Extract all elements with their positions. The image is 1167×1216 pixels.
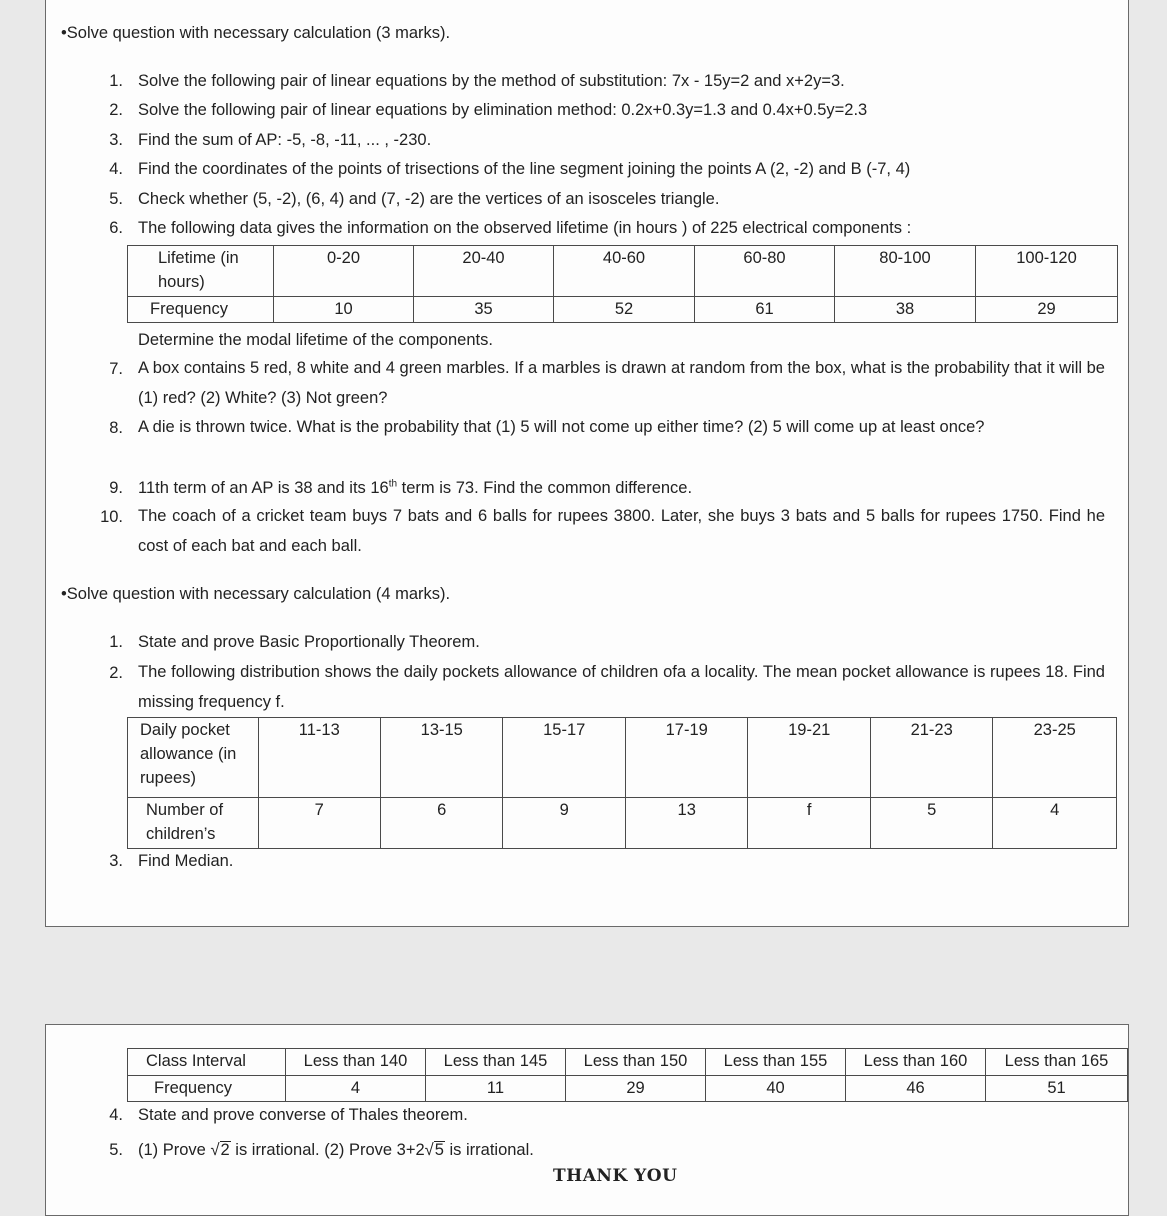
- sqrt-icon: √: [424, 1141, 434, 1159]
- question-number: 5.: [109, 1141, 123, 1159]
- worksheet-page-2: [45, 1024, 1129, 1216]
- count-cell: 4: [993, 798, 1117, 849]
- interval-cell: 17-19: [625, 718, 747, 798]
- question-number: 2.: [109, 664, 123, 682]
- count-cell: 13: [625, 798, 747, 849]
- interval-cell: 40-60: [554, 246, 695, 297]
- question-text: Check whether (5, -2), (6, 4) and (7, -2) are the vertices of an isosceles triangle.: [138, 190, 720, 208]
- lifetime-header-label: Lifetime (in hours): [128, 246, 274, 297]
- frequency-cell: 10: [274, 297, 414, 323]
- interval-cell: 15-17: [503, 718, 625, 798]
- q5-radicand-2: 5: [434, 1141, 444, 1159]
- question-text: The following data gives the information on the observed lifetime (in hours ) of 225 electrical components :: [138, 219, 912, 237]
- frequency-cell: 29: [566, 1076, 706, 1102]
- q9-text-before: 11th term of an AP is 38 and its 16: [138, 479, 389, 497]
- question-text: A box contains 5 red, 8 white and 4 green marbles. If a marbles is drawn at random from the box, what is the probability that it will be (1) red? (2) White? (3) Not green?: [138, 359, 1105, 407]
- frequency-label: Frequency: [128, 1076, 286, 1102]
- interval-cell: Less than 165: [986, 1049, 1128, 1076]
- interval-cell: 13-15: [381, 718, 503, 798]
- section-3-marks-heading: •Solve question with necessary calculation (3 marks).: [61, 24, 451, 42]
- children-count-label: Number of children’s: [128, 798, 259, 849]
- interval-cell: Less than 160: [846, 1049, 986, 1076]
- question-number: 4.: [109, 1106, 123, 1124]
- cumulative-frequency-table: [127, 1048, 1128, 1102]
- worksheet-page-1: [45, 0, 1129, 927]
- question-text: [138, 1140, 534, 1160]
- question-number: 7.: [109, 360, 123, 378]
- count-cell: 7: [258, 798, 380, 849]
- frequency-cell: 38: [835, 297, 976, 323]
- class-interval-label: Class Interval: [128, 1049, 286, 1076]
- question-number: 8.: [109, 419, 123, 437]
- interval-cell: 0-20: [274, 246, 414, 297]
- question-text: The following distribution shows the daily pockets allowance of children ofa a locality. The mean pocket allowance is rupees 18. Find missing frequency f.: [138, 663, 1105, 711]
- q5-part1-suffix: is irrational. (2) Prove 3+2: [230, 1141, 425, 1159]
- interval-cell: 20-40: [414, 246, 554, 297]
- interval-cell: 100-120: [976, 246, 1118, 297]
- interval-cell: 80-100: [835, 246, 976, 297]
- q9-text-after: term is 73. Find the common difference.: [397, 479, 693, 497]
- frequency-cell: 46: [846, 1076, 986, 1102]
- q5-radicand-1: 2: [220, 1141, 230, 1159]
- question-number: 9.: [109, 479, 123, 497]
- interval-cell: Less than 150: [566, 1049, 706, 1076]
- frequency-cell: 40: [706, 1076, 846, 1102]
- question-number: 2.: [109, 101, 123, 119]
- interval-cell: 11-13: [258, 718, 380, 798]
- question-text: Solve the following pair of linear equations by elimination method: 0.2x+0.3y=1.3 and 0.4x+0.5y=2.3: [138, 101, 868, 119]
- question-number: 10.: [100, 508, 123, 526]
- count-cell: 5: [870, 798, 992, 849]
- frequency-cell: 4: [286, 1076, 426, 1102]
- frequency-cell: 61: [695, 297, 835, 323]
- interval-cell: 19-21: [748, 718, 870, 798]
- question-text: State and prove converse of Thales theorem.: [138, 1106, 468, 1124]
- question-text: Find the coordinates of the points of trisections of the line segment joining the points A (2, -2) and B (-7, 4): [138, 160, 911, 178]
- allowance-header-label: Daily pocket allowance (in rupees): [128, 718, 259, 798]
- q5-part2-suffix: is irrational.: [444, 1141, 534, 1159]
- q5-part1-prefix: (1) Prove: [138, 1141, 211, 1159]
- count-cell: 6: [381, 798, 503, 849]
- question-text: The coach of a cricket team buys 7 bats and 6 balls for rupees 3800. Later, she buys 3 bats and 5 balls for rupees 1750. Find he cost of each bat and each ball.: [138, 507, 1105, 555]
- question-text: Find the sum of AP: -5, -8, -11, ... , -230.: [138, 131, 432, 149]
- thank-you-closing: THANK YOU: [553, 1166, 678, 1186]
- frequency-cell: 52: [554, 297, 695, 323]
- question-number: 1.: [109, 72, 123, 90]
- interval-cell: Less than 145: [426, 1049, 566, 1076]
- count-cell: f: [748, 798, 870, 849]
- question-number: 3.: [109, 131, 123, 149]
- interval-cell: 21-23: [870, 718, 992, 798]
- interval-cell: Less than 140: [286, 1049, 426, 1076]
- q6-followup-text: Determine the modal lifetime of the components.: [138, 331, 493, 349]
- question-text: State and prove Basic Proportionally Theorem.: [138, 633, 480, 651]
- frequency-label: Frequency: [128, 297, 274, 323]
- frequency-cell: 11: [426, 1076, 566, 1102]
- question-text: [138, 478, 692, 498]
- question-text: Find Median.: [138, 852, 234, 870]
- question-number: 5.: [109, 190, 123, 208]
- question-number: 3.: [109, 852, 123, 870]
- lifetime-table: [127, 245, 1118, 323]
- frequency-cell: 51: [986, 1076, 1128, 1102]
- interval-cell: Less than 155: [706, 1049, 846, 1076]
- interval-cell: 23-25: [993, 718, 1117, 798]
- question-number: 4.: [109, 160, 123, 178]
- question-text: Solve the following pair of linear equations by the method of substitution: 7x - 15y=2 and x+2y=3.: [138, 72, 845, 90]
- allowance-table: [127, 717, 1117, 849]
- sqrt-icon: √: [210, 1141, 220, 1159]
- frequency-cell: 35: [414, 297, 554, 323]
- question-number: 1.: [109, 633, 123, 651]
- section-4-marks-heading: •Solve question with necessary calculation (4 marks).: [61, 585, 451, 603]
- count-cell: 9: [503, 798, 625, 849]
- frequency-cell: 29: [976, 297, 1118, 323]
- interval-cell: 60-80: [695, 246, 835, 297]
- question-text: A die is thrown twice. What is the probability that (1) 5 will not come up either time? (2) 5 will come up at least once?: [138, 418, 985, 436]
- question-number: 6.: [109, 219, 123, 237]
- q9-superscript: th: [388, 478, 398, 490]
